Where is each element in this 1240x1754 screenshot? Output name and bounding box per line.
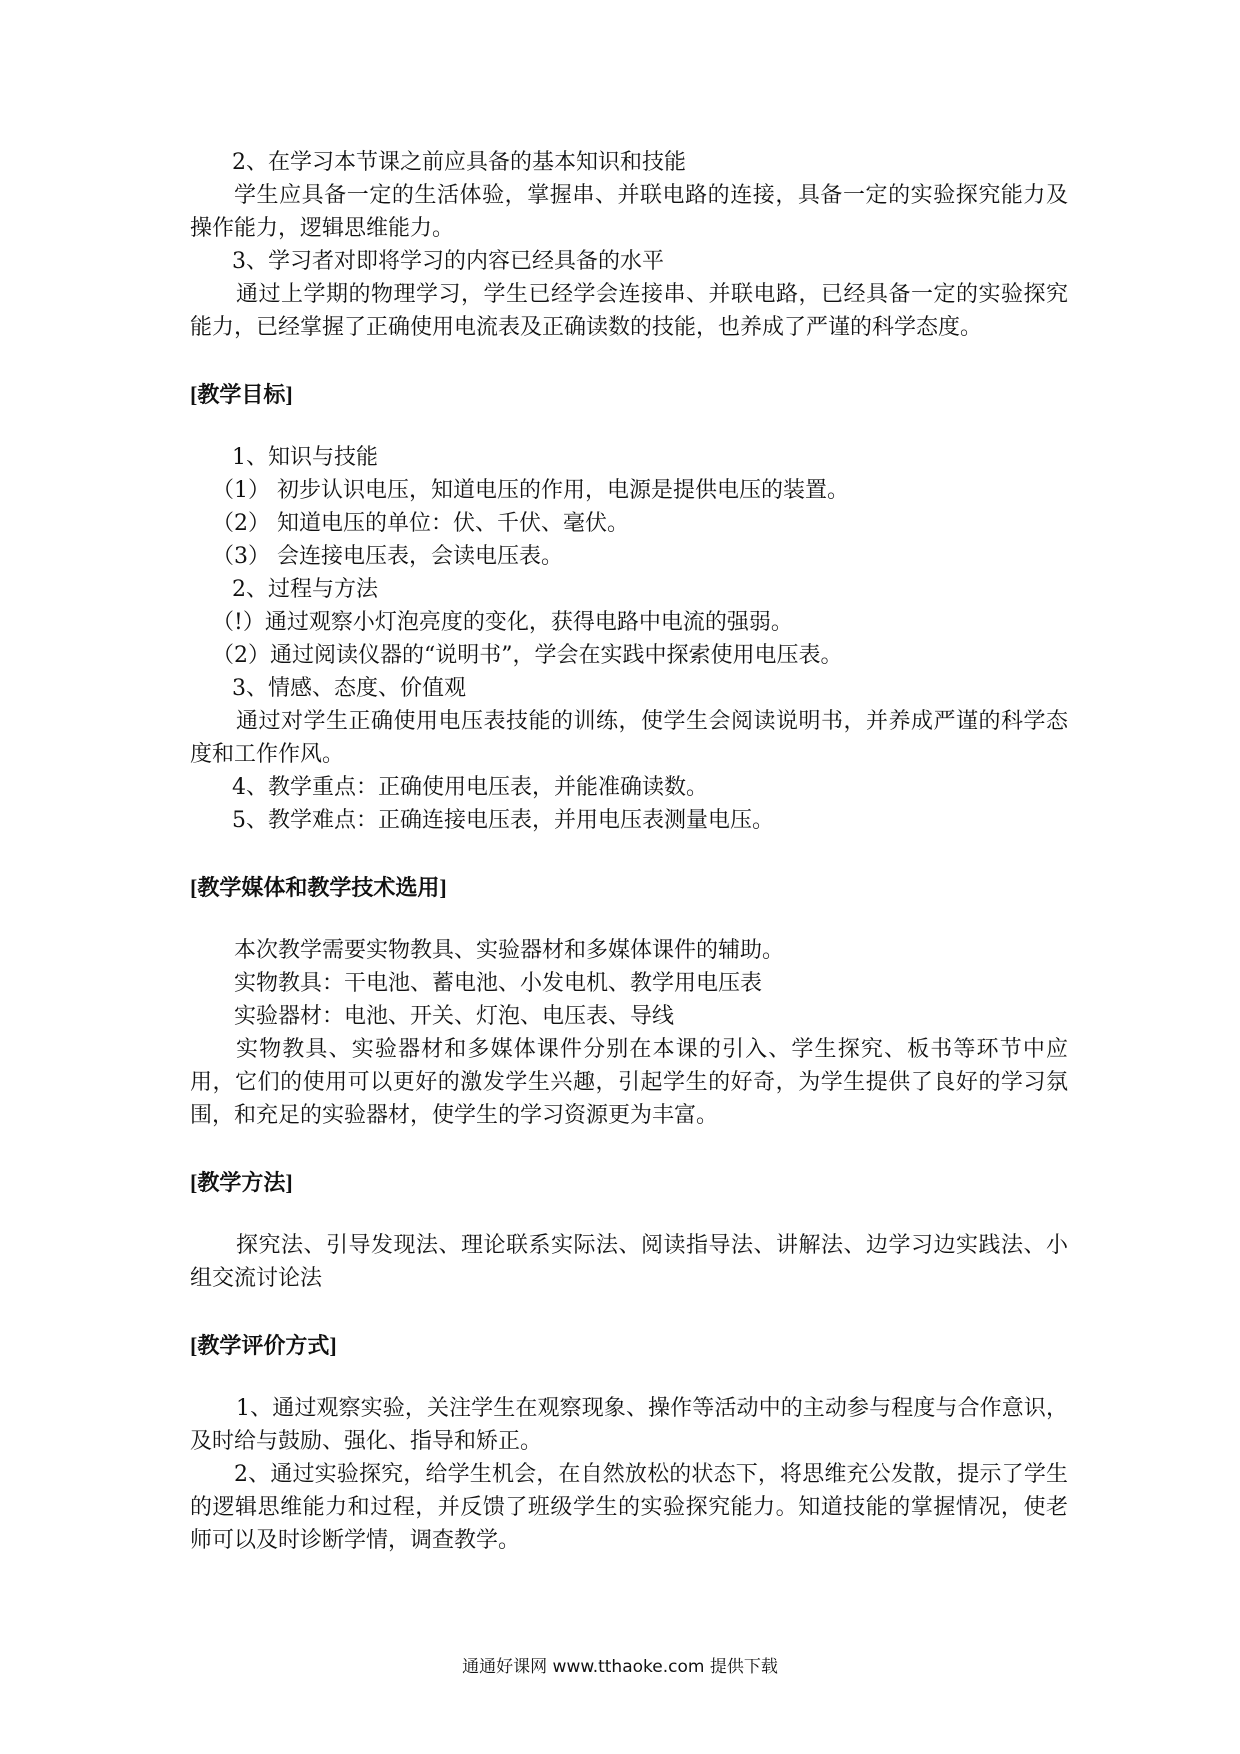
media-body: 实物教具、实验器材和多媒体课件分别在本课的引入、学生探究、板书等环节中应用，它们的使用可以更好的激发学生兴趣，引起学生的好奇，为学生提供了良好的学习氛围，和充足的实验器材，使学生的学习资源更为丰富。 (190, 1037, 1068, 1128)
objectives-knowledge-title: 1、知识与技能 (232, 445, 378, 470)
page-footer: 通通好课网 www.tthaoke.com 提供下载 (462, 1657, 778, 1677)
methods-body: 探究法、引导发现法、理论联系实际法、阅读指导法、讲解法、边学习边实践法、小组交流讨论法 (190, 1233, 1068, 1291)
objectives-knowledge-item-3: （3） 会连接电压表，会读电压表。 (212, 544, 563, 569)
media-heading: [教学媒体和教学技术选用] (190, 875, 447, 900)
objectives-emotion-title: 3、情感、态度、价值观 (232, 676, 466, 701)
intro-item3-title: 3、学习者对即将学习的内容已经具备的水平 (232, 249, 664, 274)
methods-heading: [教学方法] (190, 1170, 293, 1195)
objectives-key-point: 4、教学重点：正确使用电压表，并能准确读数。 (232, 775, 708, 800)
objectives-heading: [教学目标] (190, 382, 293, 407)
objectives-knowledge-item-1: （1） 初步认识电压，知道电压的作用，电源是提供电压的装置。 (212, 478, 849, 503)
document-body (190, 146, 1068, 1557)
media-line-1: 本次教学需要实物教具、实验器材和多媒体课件的辅助。 (234, 938, 785, 963)
media-line-2: 实物教具：干电池、蓄电池、小发电机、教学用电压表 (234, 971, 763, 996)
media-line-3: 实验器材：电池、开关、灯泡、电压表、导线 (234, 1004, 675, 1029)
evaluation-item-1: 1、通过观察实验，关注学生在观察现象、操作等活动中的主动参与程度与合作意识，及时给与鼓励、强化、指导和矫正。 (190, 1396, 1068, 1454)
objectives-difficulty: 5、教学难点：正确连接电压表，并用电压表测量电压。 (232, 808, 774, 833)
intro-item3-body: 通过上学期的物理学习，学生已经学会连接串、并联电路，已经具备一定的实验探究能力，已经掌握了正确使用电流表及正确读数的技能，也养成了严谨的科学态度。 (190, 282, 1068, 340)
intro-item2-title: 2、在学习本节课之前应具备的基本知识和技能 (232, 150, 686, 175)
objectives-process-title: 2、过程与方法 (232, 577, 378, 602)
evaluation-heading: [教学评价方式] (190, 1333, 337, 1358)
objectives-emotion-body: 通过对学生正确使用电压表技能的训练，使学生会阅读说明书，并养成严谨的科学态度和工作作风。 (190, 709, 1068, 767)
objectives-process-item-1: （!）通过观察小灯泡亮度的变化，获得电路中电流的强弱。 (212, 610, 793, 635)
objectives-process-item-2: （2）通过阅读仪器的“说明书”，学会在实践中探索使用电压表。 (212, 643, 843, 668)
objectives-knowledge-item-2: （2） 知道电压的单位：伏、千伏、毫伏。 (212, 511, 629, 536)
evaluation-item-2: 2、通过实验探究，给学生机会，在自然放松的状态下，将思维充公发散，提示了学生的逻辑思维能力和过程，并反馈了班级学生的实验探究能力。知道技能的掌握情况，使老师可以及时诊断学情，调查教学。 (190, 1462, 1068, 1553)
intro-item2-body: 学生应具备一定的生活体验，掌握串、并联电路的连接，具备一定的实验探究能力及操作能力，逻辑思维能力。 (190, 183, 1068, 241)
